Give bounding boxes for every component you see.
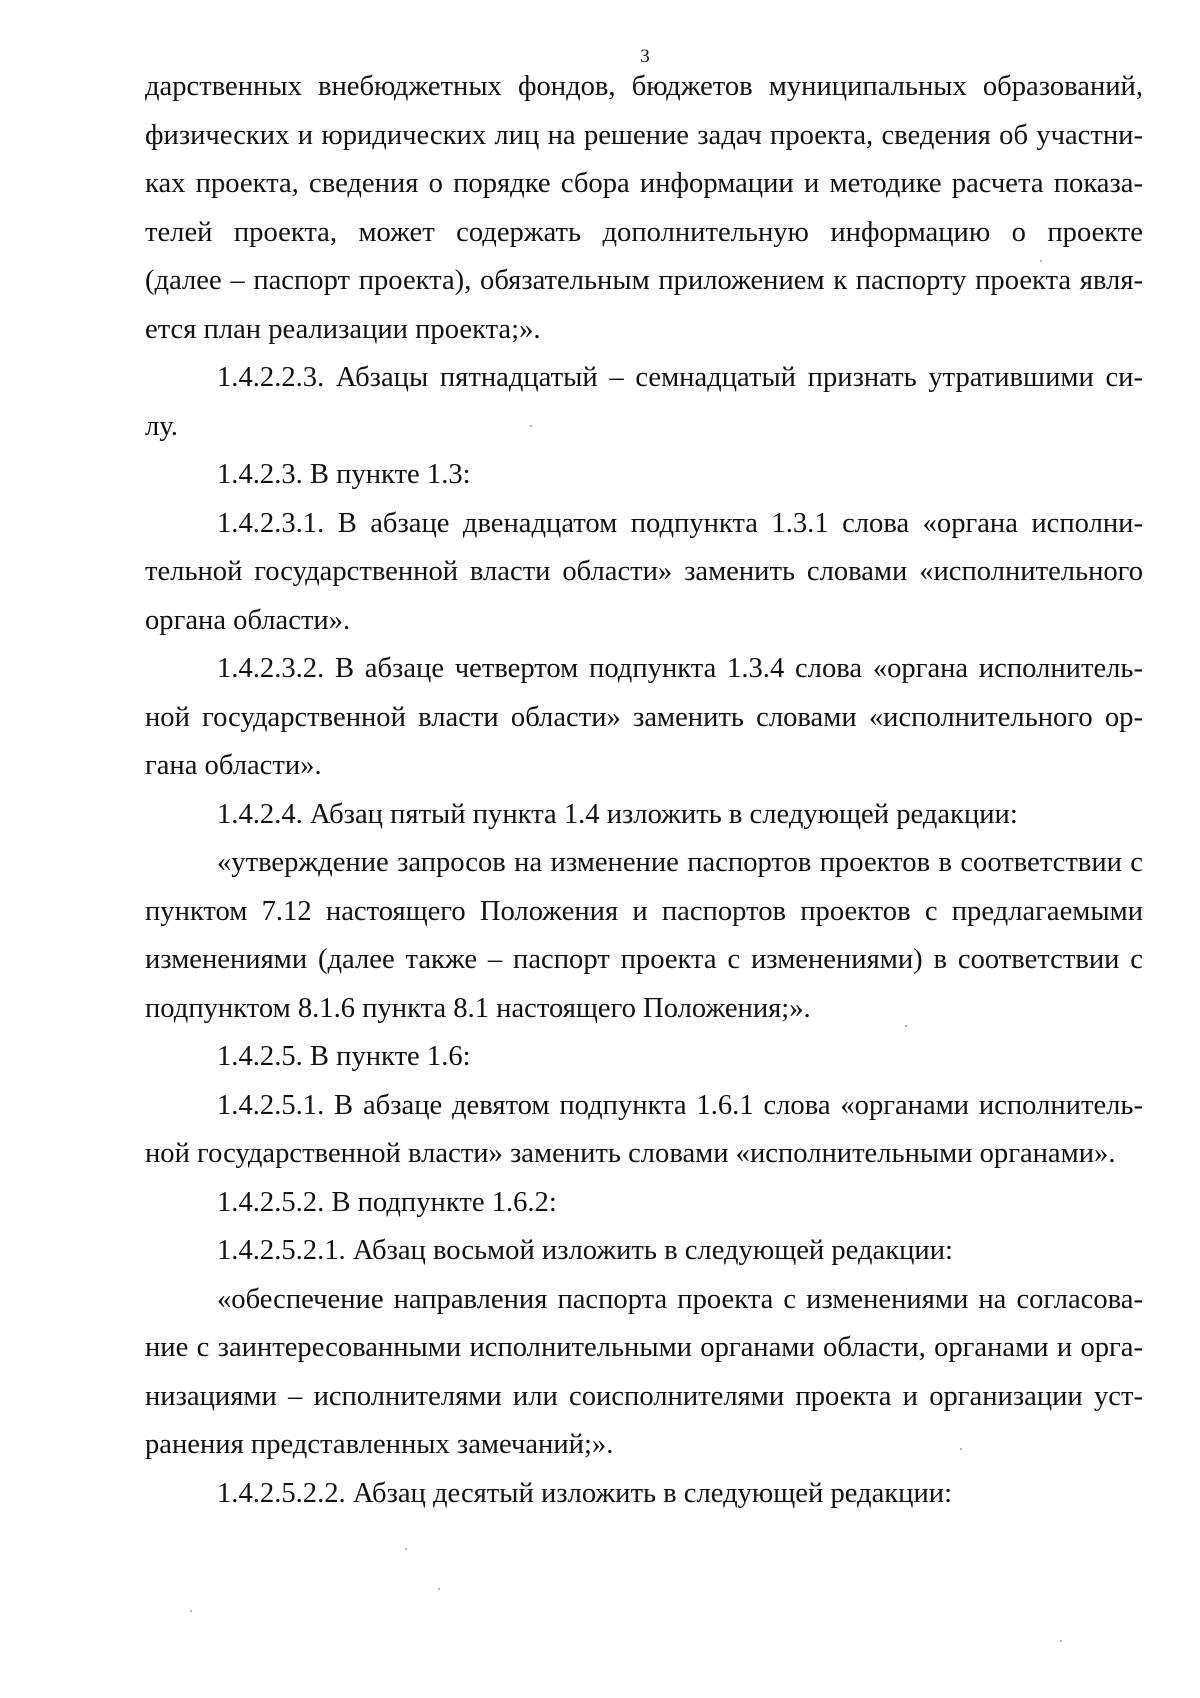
scan-speck [530,425,532,427]
text-line: ной государственной власти» заменить словами «исполнительными органами». [145,1138,1116,1169]
scan-speck [405,1548,407,1550]
paragraph-1-4-2-5-2-1 [145,1227,1143,1276]
paragraph-1-4-2-2-3 [145,354,1143,451]
text-line: физических и юридических лиц на решение задач проекта, сведения об участни- [145,119,1143,151]
text-line: «обеспечение направления паспорта проекта с изменениями на согласова- [217,1283,1143,1315]
text-line: (далее – паспорт проекта), обязательным приложением к паспорту проекта явля- [145,265,1143,296]
paragraph-1-4-2-3-2 [145,645,1143,791]
scan-speck [438,1588,440,1590]
text-line: подпунктом 8.1.6 пункта 8.1 настоящего Положения;». [145,992,811,1024]
text-line: 1.4.2.5.1. В абзаце девятом подпункта 1.6.1 слова «органами исполнитель- [217,1089,1143,1121]
text-line: 1.4.2.3. В пункте 1.3: [217,459,471,490]
paragraph-1-4-2-5 [145,1033,1143,1082]
text-line: 1.4.2.5.2. В подпункте 1.6.2: [217,1186,557,1218]
text-line: низациями – исполнителями или соисполнителями проекта и организации уст- [145,1380,1143,1412]
text-line: гана области». [145,750,322,781]
paragraph-1-4-2-5-1 [145,1082,1143,1179]
text-line: 1.4.2.4. Абзац пятый пункта 1.4 изложить в следующей редакции: [217,798,1018,830]
text-line: органа области». [145,604,351,636]
text-line: ной государственной власти области» заменить словами «исполнительного ор- [145,701,1143,733]
text-line: «утверждение запросов на изменение паспортов проектов в соответствии с [217,847,1143,878]
scan-speck [1060,1640,1062,1642]
text-line: 1.4.2.5.2.2. Абзац десятый изложить в следующей редакции: [217,1477,953,1509]
text-line: 1.4.2.5. В пункте 1.6: [217,1041,471,1072]
scan-speck [190,1610,192,1612]
paragraph-continuation [145,63,1143,354]
text-line: пунктом 7.12 настоящего Положения и паспортов проектов с предлагаемыми [145,895,1143,927]
document-body [145,63,1143,1518]
paragraph-1-4-2-5-2-2 [145,1470,1143,1519]
text-line: лу. [145,410,178,442]
text-line: ранения представленных замечаний;». [145,1429,614,1460]
text-line: тельной государственной власти области» заменить словами «исполнительного [145,556,1143,587]
text-line: 1.4.2.2.3. Абзацы пятнадцатый – семнадцатый признать утратившими си- [217,362,1143,393]
text-line: 1.4.2.5.2.1. Абзац восьмой изложить в следующей редакции: [217,1235,953,1266]
text-line: дарственных внебюджетных фондов, бюджетов муниципальных образований, [145,71,1143,102]
paragraph-1-4-2-3-1 [145,500,1143,646]
text-line: 1.4.2.3.2. В абзаце четвертом подпункта 1.3.4 слова «органа исполнитель- [217,653,1143,684]
paragraph-1-4-2-3 [145,451,1143,500]
text-line: изменениями (далее также – паспорт проекта с изменениями) в соответствии с [145,944,1143,975]
scan-speck [905,1025,907,1027]
paragraph-1-4-2-5-2 [145,1179,1143,1228]
page-number: 3 [640,46,650,67]
text-line: ние с заинтересованными исполнительными органами области, органами и орга- [145,1332,1143,1363]
text-line: ках проекта, сведения о порядке сбора информации и методике расчета показа- [145,168,1143,199]
text-line: ется план реализации проекта;». [145,313,541,345]
paragraph-1-4-2-4 [145,791,1143,840]
scan-speck [960,1448,962,1450]
paragraph-quote-1-6-2 [145,1276,1143,1470]
paragraph-quote-1-4 [145,839,1143,1033]
text-line: 1.4.2.3.1. В абзаце двенадцатом подпункта 1.3.1 слова «органа исполни- [217,507,1143,539]
text-line: телей проекта, может содержать дополнительную информацию о проекте [145,216,1143,248]
scan-speck [1040,260,1042,262]
